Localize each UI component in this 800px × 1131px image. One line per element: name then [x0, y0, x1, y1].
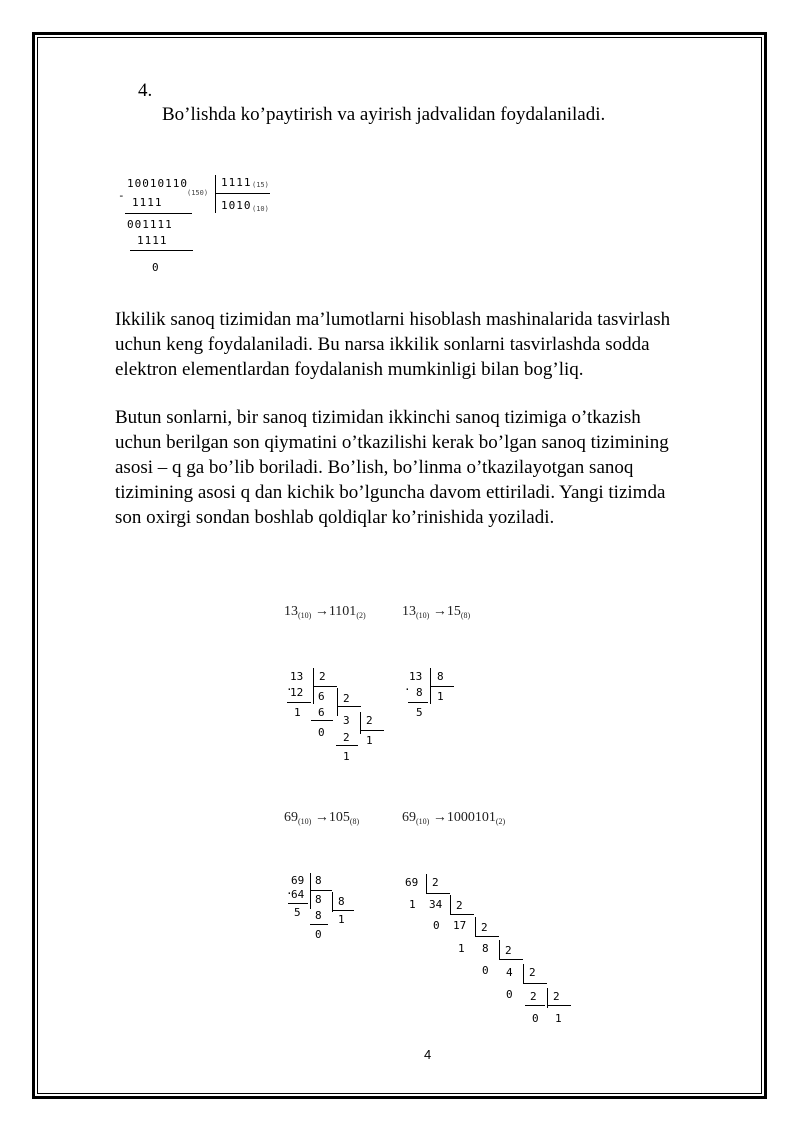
remainder: 0: [318, 726, 325, 739]
divisor: 2: [366, 714, 373, 727]
remainder: 0: [315, 928, 322, 941]
subtrahend-2: 1111: [137, 234, 168, 247]
subtrahend: 6: [318, 706, 325, 719]
paragraph-binary-usage: [115, 307, 755, 382]
page-number: 4: [424, 1047, 432, 1062]
partial-result: 001111: [127, 218, 173, 231]
remainder: 0: [506, 988, 513, 1001]
quotient: 1: [338, 913, 345, 926]
paragraph-line: asosi – q ga bo’lib boriladi. Bo’lish, bo’linma o’tkazilayotgan sanoq: [115, 457, 634, 478]
remainder: 0: [433, 919, 440, 932]
subtrahend: 8: [315, 909, 322, 922]
divisor: 2: [319, 670, 326, 683]
remainder: 5: [416, 706, 423, 719]
quotient: 8: [315, 893, 322, 906]
remainder: 1: [409, 898, 416, 911]
dividend: 69: [291, 874, 305, 887]
divisor: 2: [529, 966, 536, 979]
quotient: 1: [437, 690, 444, 703]
remainder: 0: [532, 1012, 539, 1025]
quotient: 34: [429, 898, 443, 911]
dividend: 13: [409, 670, 423, 683]
paragraph-line: uchun keng foydalaniladi. Bu narsa ikkilik sonlarni tasvirlashda sodda: [115, 334, 650, 355]
section-number: 4.: [138, 80, 153, 101]
subtrahend: 12: [290, 686, 304, 699]
divisor: 2: [456, 899, 463, 912]
quotient: 1: [555, 1012, 562, 1025]
paragraph-conversion-method: [115, 405, 755, 530]
quotient: 1010: [221, 199, 252, 212]
quotient-base: (10): [252, 205, 269, 213]
paragraph-line: Ikkilik sanoq tizimidan ma’lumotlarni hisoblash mashinalarida tasvirlash: [115, 309, 671, 330]
section-intro: Bo’lishda ko’paytirish va ayirish jadvalidan foydalaniladi.: [162, 104, 606, 125]
divisor: 2: [343, 692, 350, 705]
remainder: 5: [294, 906, 301, 919]
divisor: 2: [505, 944, 512, 957]
conversion-13-to-binary: $13_{(10)} \to 1101_{(2)}$: [284, 604, 366, 620]
quotient: 1: [366, 734, 373, 747]
paragraph-line: tizimining asosi q dan kichik bo’lguncha davom ettiriladi. Yangi tizimda: [115, 482, 666, 503]
dividend: 10010110: [127, 177, 188, 190]
paragraph-line: uchun berilgan son qiymatini o’tkazilishi kerak bo’lgan sanoq tizimining: [115, 432, 669, 453]
dividend: 69: [405, 876, 419, 889]
quotient: 4: [506, 966, 513, 979]
divisor: 8: [437, 670, 444, 683]
dividend: 13: [290, 670, 304, 683]
subtrahend-1: 1111: [132, 196, 163, 209]
conversion-69-to-octal: $69_{(10)} \to 105_{(8)}$: [284, 810, 360, 826]
paragraph-line: Butun sonlarni, bir sanoq tizimidan ikkinchi sanoq tizimiga o’tkazish: [115, 407, 641, 428]
remainder: 1: [294, 706, 301, 719]
division-bar: [215, 175, 216, 213]
divisor: 2: [432, 876, 439, 889]
quotient: 3: [343, 714, 350, 727]
paragraph-line: son oxirgi sondan boshlab qoldiqlar ko’rinishida yoziladi.: [115, 507, 555, 528]
conversion-69-to-binary: $69_{(10)} \to 1000101_{(2)}$: [402, 810, 506, 826]
subtrahend: 64: [291, 888, 305, 901]
divisor: 2: [481, 921, 488, 934]
divisor: 1111: [221, 176, 252, 189]
remainder: 0: [482, 964, 489, 977]
paragraph-line: elektron elementlardan foydalanish mumkinligi bilan bog’liq.: [115, 359, 584, 380]
divisor: 8: [315, 874, 322, 887]
divisor: 8: [338, 895, 345, 908]
remainder: 1: [458, 942, 465, 955]
underline-2: [130, 250, 193, 251]
conversion-13-to-octal: $13_{(10)} \to 15_{(8)}$: [402, 604, 471, 620]
remainder: 1: [343, 750, 350, 763]
divisor-line: [215, 193, 270, 194]
divisor: 2: [553, 990, 560, 1003]
minus-sign: -: [118, 189, 126, 202]
subtrahend: 8: [416, 686, 423, 699]
remainder: 0: [152, 261, 160, 274]
quotient: 8: [482, 942, 489, 955]
subtrahend: 2: [343, 731, 350, 744]
quotient: 17: [453, 919, 467, 932]
divisor-base: (15): [252, 181, 269, 189]
dividend-base: (150): [187, 189, 209, 197]
quotient: 2: [530, 990, 537, 1003]
underline-1: [125, 213, 192, 214]
quotient: 6: [318, 690, 325, 703]
